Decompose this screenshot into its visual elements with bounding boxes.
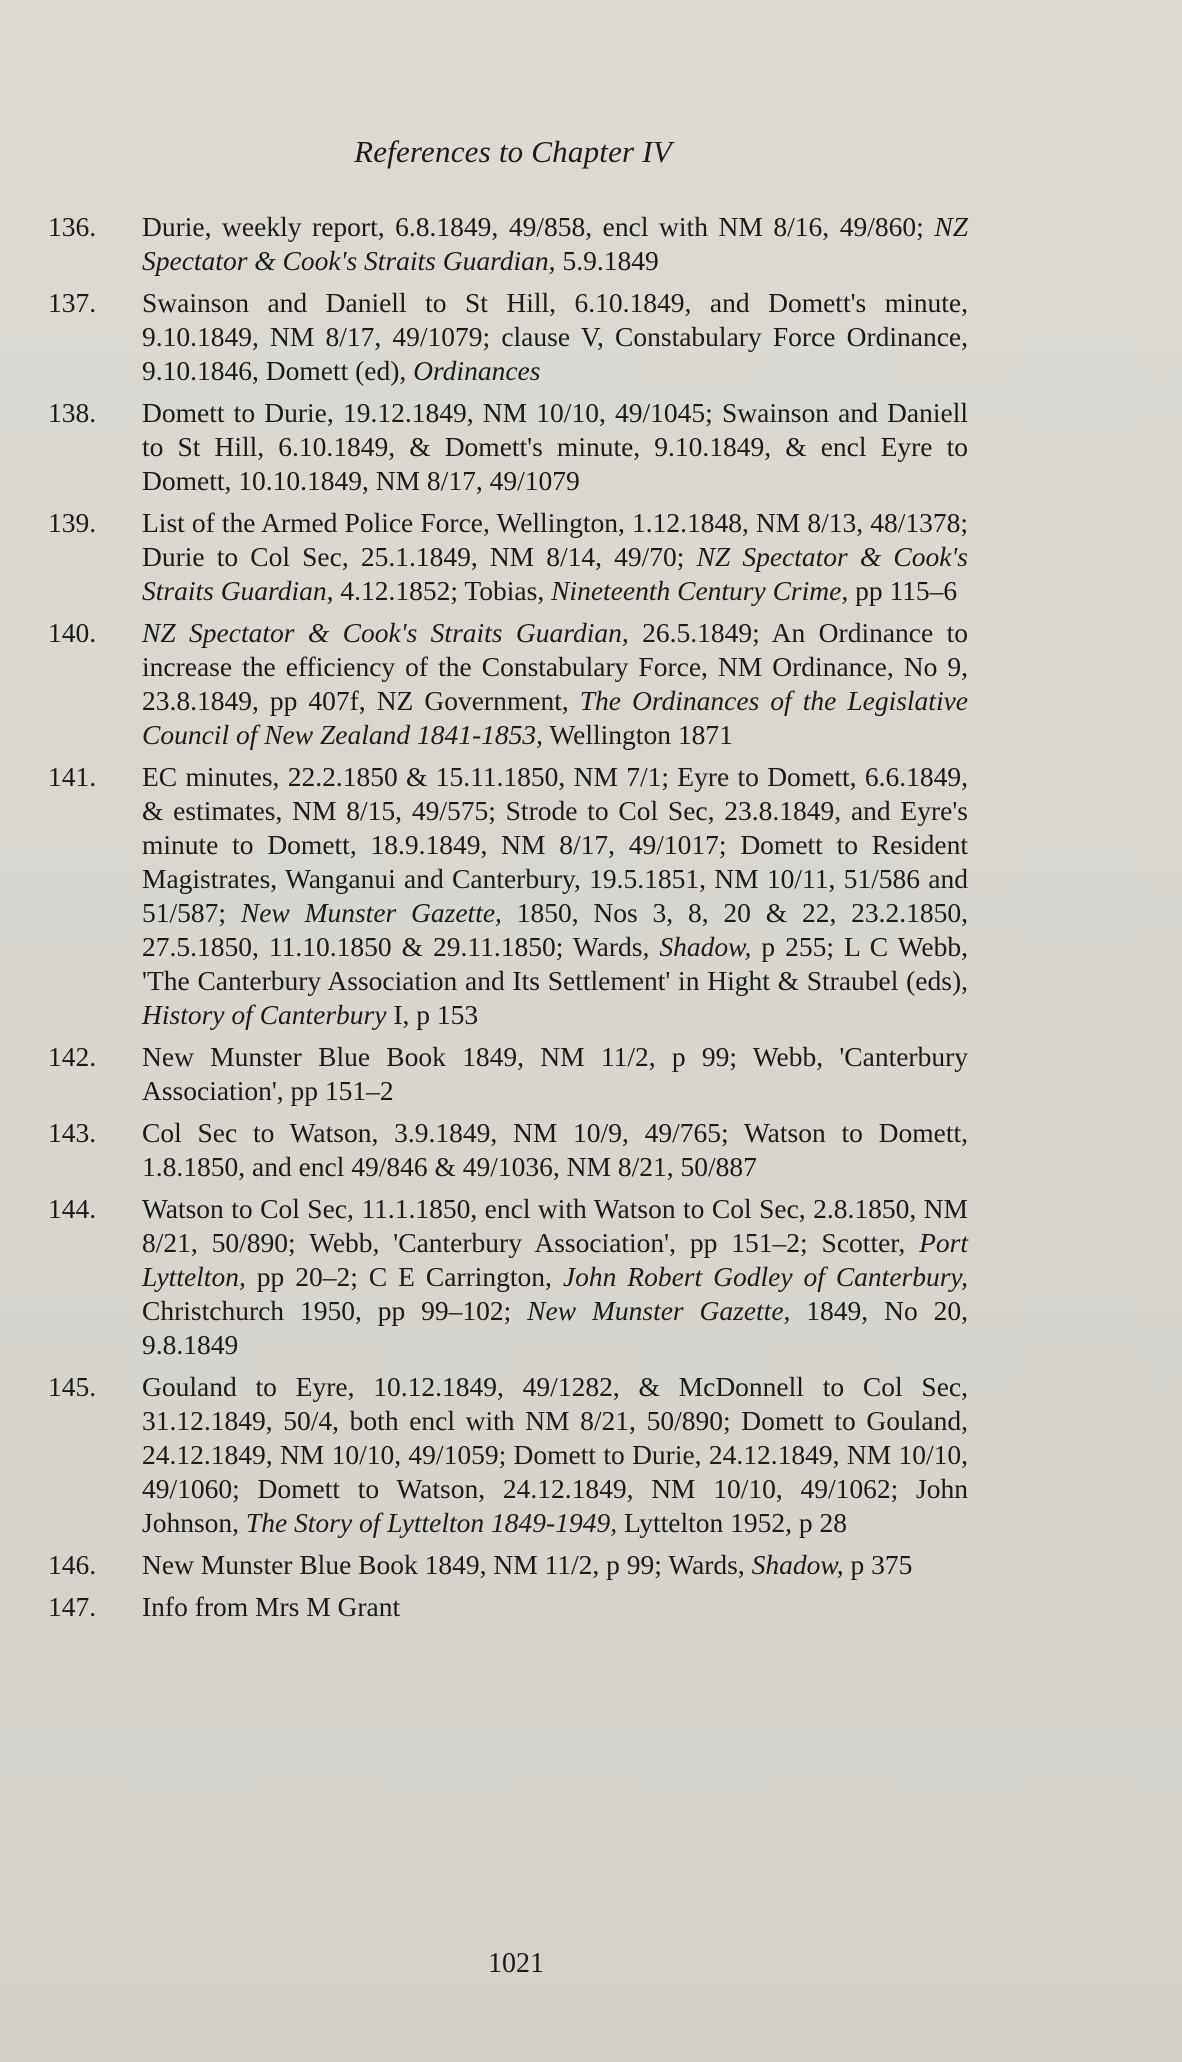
reference-note xyxy=(48,760,968,1032)
note-number: 138. xyxy=(48,397,97,428)
italic-title-segment: Port Lyttelton, xyxy=(142,1227,968,1292)
italic-title-segment: Ordinances xyxy=(413,355,541,386)
note-number: 137. xyxy=(48,287,97,318)
reference-note xyxy=(48,506,968,608)
note-number: 143. xyxy=(48,1117,97,1148)
note-text xyxy=(142,1548,968,1582)
note-number: 142. xyxy=(48,1041,97,1072)
note-text xyxy=(142,210,968,278)
reference-notes-list xyxy=(48,210,968,1632)
text-segment: I, p 153 xyxy=(386,999,479,1030)
text-segment: EC minutes, 22.2.1850 & 15.11.1850, NM 7/1; Eyre to Domett, 6.6.1849, & estimates, NM 8/15, 49/575; Strode to Col Sec, 23.8.1849, and Eyre's minute to Domett, 18.9.1849, NM 8/17, 49/1017; Domett to Resident Magistrates, Wanganui and Canterbury, 19.5.1851, NM 10/11, 51/586 and 51/587; xyxy=(142,761,968,928)
reference-note xyxy=(48,210,968,278)
note-text xyxy=(142,506,968,608)
italic-title-segment: The Ordinances of the Legislative Council of New Zealand 1841-1853, xyxy=(142,685,968,750)
note-number: 146. xyxy=(48,1549,97,1580)
reference-note xyxy=(48,396,968,498)
italic-title-segment: History of Canterbury xyxy=(142,999,387,1030)
note-number: 144. xyxy=(48,1193,97,1224)
text-segment: Gouland to Eyre, 10.12.1849, 49/1282, & McDonnell to Col Sec, 31.12.1849, 50/4, both encl with NM 8/21, 50/890; Domett to Gouland, 24.12.1849, NM 10/10, 49/1059; Domett to Durie, 24.12.1849, NM 10/10, 49/1060; Domett to Watson, 24.12.1849, NM 10/10, 49/1062; John Johnson, xyxy=(142,1371,968,1538)
chapter-references-heading: References to Chapter IV xyxy=(354,134,672,169)
text-segment: Durie, weekly report, 6.8.1849, 49/858, encl with NM 8/16, 49/860; xyxy=(142,211,935,242)
note-text xyxy=(142,616,968,752)
text-segment: Wellington 1871 xyxy=(543,719,733,750)
text-segment: List of the Armed Police Force, Wellington, 1.12.1848, NM 8/13, 48/1378; Durie to Col Sec, 25.1.1849, NM 8/14, 49/70; xyxy=(142,507,968,572)
text-segment: Christchurch 1950, pp 99–102; xyxy=(142,1295,528,1326)
note-number: 147. xyxy=(48,1591,97,1622)
reference-note xyxy=(48,1590,968,1624)
italic-title-segment: New Munster Gazette, xyxy=(240,897,502,928)
italic-title-segment: The Story of Lyttelton 1849-1949, xyxy=(245,1507,618,1538)
page-number: 1021 xyxy=(488,1948,544,1979)
italic-title-segment: Shadow, xyxy=(751,1549,844,1580)
reference-note xyxy=(48,1548,968,1582)
reference-note xyxy=(48,1040,968,1108)
text-segment: pp 20–2; C E Carrington, xyxy=(245,1261,563,1292)
text-segment: p 375 xyxy=(843,1549,913,1580)
note-text xyxy=(142,396,968,498)
text-segment: Swainson and Daniell to St Hill, 6.10.1849, and Domett's minute, 9.10.1849, NM 8/17, 49/1079; clause V, Constabulary Force Ordinance, 9.10.1846, Domett (ed), xyxy=(142,287,968,386)
reference-note xyxy=(48,1116,968,1184)
italic-title-segment: New Munster Gazette, xyxy=(527,1295,791,1326)
note-text xyxy=(142,1590,968,1624)
italic-title-segment: Shadow, xyxy=(659,931,752,962)
note-text xyxy=(142,286,968,388)
text-segment: Lyttelton 1952, p 28 xyxy=(617,1507,848,1538)
note-text xyxy=(142,760,968,1032)
note-text xyxy=(142,1370,968,1540)
italic-title-segment: NZ Spectator & Cook's Straits Guardian, xyxy=(142,617,629,648)
italic-title-segment: John Robert Godley of Canterbury, xyxy=(562,1261,968,1292)
note-number: 140. xyxy=(48,617,97,648)
text-segment: Domett to Durie, 19.12.1849, NM 10/10, 49/1045; Swainson and Daniell to St Hill, 6.10.1849, & Domett's minute, 9.10.1849, & encl Eyre to Domett, 10.10.1849, NM 8/17, 49/1079 xyxy=(142,397,968,496)
text-segment: p 255; L C Webb, 'The Canterbury Association and Its Settlement' in Hight & Straubel (eds), xyxy=(142,931,968,996)
italic-title-segment: NZ Spectator & Cook's Straits Guardian, xyxy=(142,211,968,276)
note-number: 145. xyxy=(48,1371,97,1402)
reference-note xyxy=(48,616,968,752)
text-segment: New Munster Blue Book 1849, NM 11/2, p 99; Wards, xyxy=(142,1549,752,1580)
note-text xyxy=(142,1040,968,1108)
text-segment: Col Sec to Watson, 3.9.1849, NM 10/9, 49/765; Watson to Domett, 1.8.1850, and encl 49/846 & 49/1036, NM 8/21, 50/887 xyxy=(142,1117,968,1182)
text-segment: 26.5.1849; An Ordinance to increase the efficiency of the Constabulary Force, NM Ordinance, No 9, 23.8.1849, pp 407f, NZ Government, xyxy=(142,617,968,716)
italic-title-segment: Nineteenth Century Crime, xyxy=(551,575,849,606)
reference-note xyxy=(48,1192,968,1362)
text-segment: Info from Mrs M Grant xyxy=(142,1591,401,1622)
note-text xyxy=(142,1116,968,1184)
note-number: 136. xyxy=(48,211,97,242)
note-text xyxy=(142,1192,968,1362)
text-segment: Watson to Col Sec, 11.1.1850, encl with Watson to Col Sec, 2.8.1850, NM 8/21, 50/890; Webb, 'Canterbury Association', pp 151–2; Scotter, xyxy=(142,1193,968,1258)
italic-title-segment: NZ Spectator & Cook's Straits Guardian, xyxy=(142,541,968,606)
text-segment: pp 115–6 xyxy=(848,575,958,606)
reference-note xyxy=(48,286,968,388)
text-segment: 4.12.1852; Tobias, xyxy=(333,575,552,606)
reference-note xyxy=(48,1370,968,1540)
text-segment: New Munster Blue Book 1849, NM 11/2, p 99; Webb, 'Canterbury Association', pp 151–2 xyxy=(142,1041,968,1106)
note-number: 141. xyxy=(48,761,97,792)
text-segment: 1849, No 20, 9.8.1849 xyxy=(142,1295,968,1360)
note-number: 139. xyxy=(48,507,97,538)
text-segment: 5.9.1849 xyxy=(555,245,659,276)
text-segment: 1850, Nos 3, 8, 20 & 22, 23.2.1850, 27.5.1850, 11.10.1850 & 29.11.1850; Wards, xyxy=(142,897,969,962)
